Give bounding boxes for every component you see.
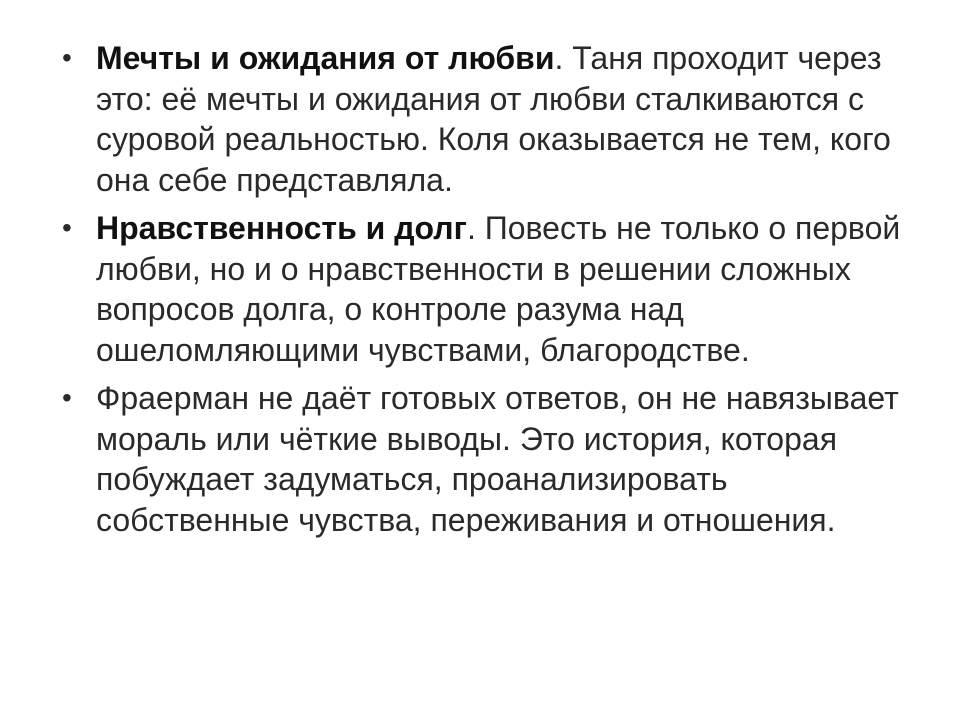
bullet-list [62,38,922,548]
bullet-item-dreams [62,38,922,200]
bullet-text: . Повесть не только о первой любви, но и о нравственности в решении сложных вопросов долга, о контроле разума над ошеломляющими чувствами, благородстве. [96,210,901,368]
bullet-item-fraerman [62,378,922,540]
bullet-text: Фраерман не даёт готовых ответов, он не навязывает мораль или чёткие выводы. Это история, которая побуждает задуматься, проанализировать собственные чувства, переживания и отношения. [96,380,899,538]
bullet-item-morality [62,208,922,370]
bullet-heading: Мечты и ожидания от любви [96,40,555,76]
bullet-text: . Таня проходит через это: её мечты и ожидания от любви сталкиваются с суровой реальностью. Коля оказывается не тем, кого она себе представляла. [96,40,891,198]
bullet-icon: • [62,42,72,73]
bullet-icon: • [62,382,72,413]
bullet-heading: Нравственность и долг [96,210,467,246]
bullet-icon: • [62,212,72,243]
